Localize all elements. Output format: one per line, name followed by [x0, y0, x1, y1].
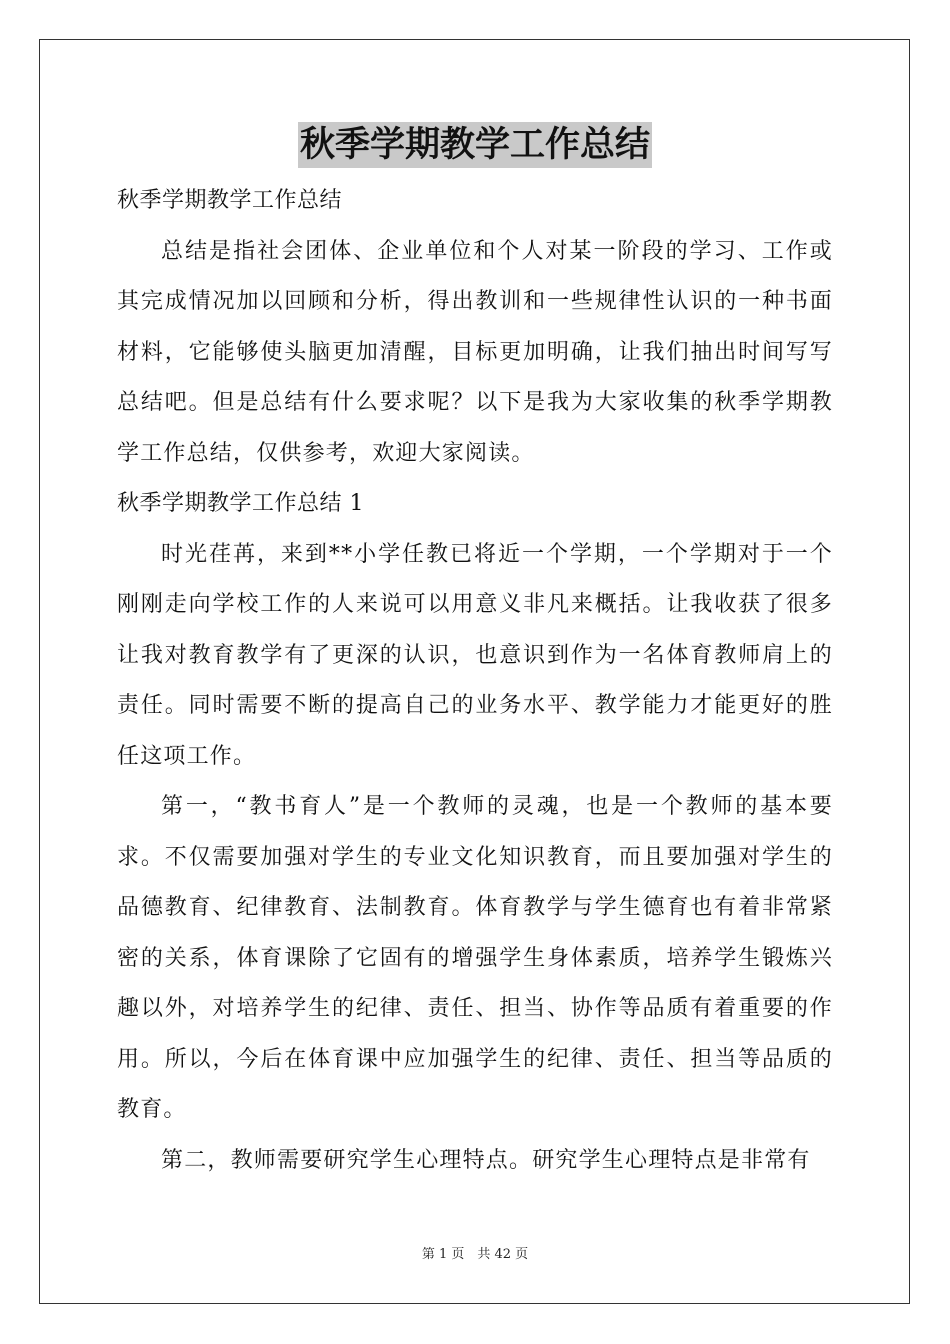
body-paragraph-1: 时光荏苒，来到**小学任教已将近一个学期，一个学期对于一个刚刚走向学校工作的人来说可以用意义非凡来概括。让我收获了很多让我对教育教学有了更深的认识，也意识到作为一名体育教师肩上的责任。同时需要不断的提高自己的业务水平、教学能力才能更好的胜任这项工作。 — [117, 541, 833, 769]
section-heading: 秋季学期教学工作总结 1 — [117, 491, 364, 516]
document-title: 秋季学期教学工作总结 — [298, 122, 652, 168]
page-number: 第 1 页 共 42 页 — [421, 1247, 529, 1262]
title-container — [0, 122, 950, 168]
body-paragraph-2: 第一，“教书育人”是一个教师的灵魂，也是一个教师的基本要求。不仅需要加强对学生的专业文化知识教育，而且要加强对学生的品德教育、纪律教育、法制教育。体育教学与学生德育也有着非常紧密的关系，体育课除了它固有的增强学生身体素质，培养学生锻炼兴趣以外，对培养学生的纪律、责任、担当、协作等品质有着重要的作用。所以，今后在体育课中应加强学生的纪律、责任、担当等品质的教育。 — [117, 794, 833, 1122]
intro-paragraph: 总结是指社会团体、企业单位和个人对某一阶段的学习、工作或其完成情况加以回顾和分析，得出教训和一些规律性认识的一种书面材料，它能够使头脑更加清醒，目标更加明确，让我们抽出时间写写总结吧。但是总结有什么要求呢？以下是我为大家收集的秋季学期教学工作总结，仅供参考，欢迎大家阅读。 — [117, 238, 833, 466]
page-footer — [0, 1246, 950, 1264]
document-body — [117, 176, 833, 1186]
document-subtitle: 秋季学期教学工作总结 — [117, 188, 343, 213]
body-paragraph-3: 第二，教师需要研究学生心理特点。研究学生心理特点是非常有 — [161, 1147, 811, 1173]
